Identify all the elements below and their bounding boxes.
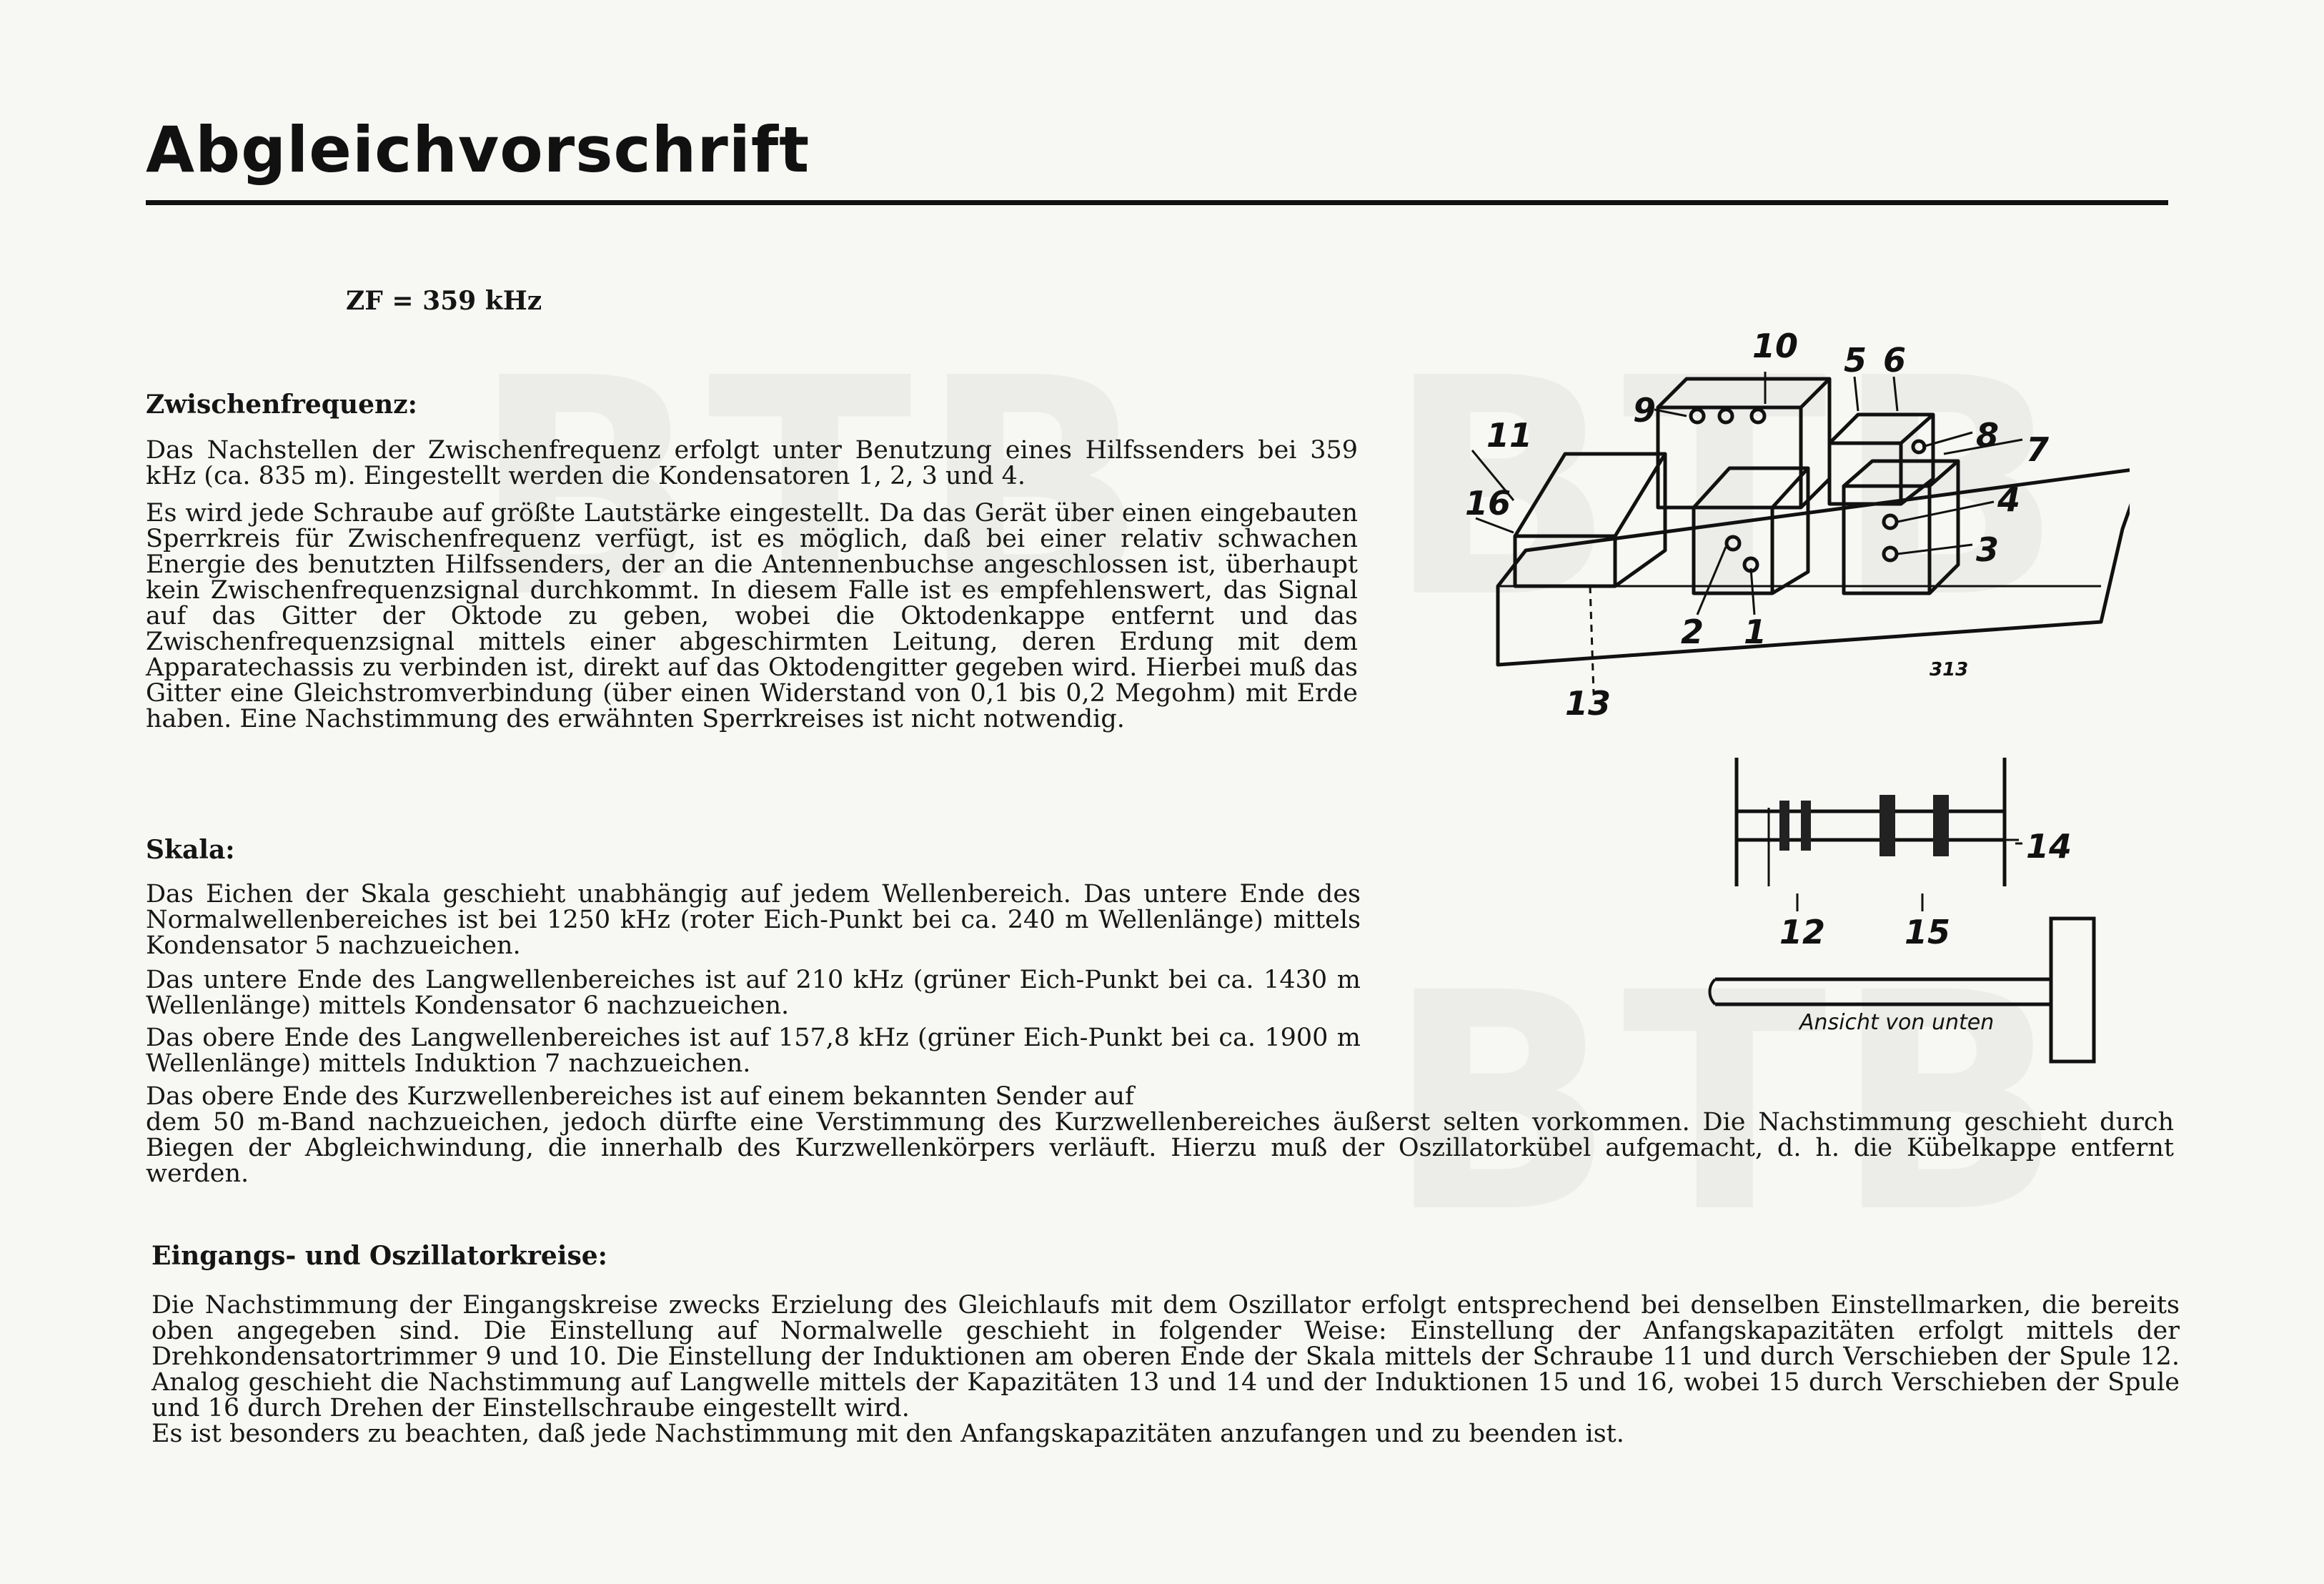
- eingang-paragraph-2: Es ist besonders zu beachten, daß jede Nachstimmung mit den Anfangskapazitäten anzufangen und zu beenden ist.: [152, 1420, 1624, 1448]
- shaft-axis: [1737, 811, 2005, 840]
- coil-12b: [1801, 801, 1811, 851]
- trimmer-box-9-10: [1658, 379, 1829, 508]
- label-13: 13: [1565, 684, 1612, 723]
- label-10: 10: [1752, 327, 1799, 365]
- page-title: Abgleichvorschrift: [146, 113, 810, 187]
- label-2: 2: [1681, 613, 1704, 651]
- label-8: 8: [1976, 416, 2000, 455]
- zf-value: ZF = 359 kHz: [346, 286, 542, 316]
- label-5: 5: [1844, 341, 1867, 380]
- coil-box-11: [1515, 454, 1665, 586]
- skala-paragraph-4a: Das obere Ende des Kurzwellenbereiches ist auf einem bekannten Sender auf: [146, 1082, 1135, 1111]
- chassis-base: [1498, 468, 2130, 665]
- knob-shaft: [1715, 979, 2051, 1004]
- eingang-paragraph-1: Die Nachstimmung der Eingangskreise zwecks Erzielung des Gleichlaufs mit dem Oszillator erfolgt entsprechend bei denselben Einstellmarken, die bereits oben angegeben sind. Die Einstellung auf Normalwelle geschieht in folgender Weise: Einstellung der Anfangskapazitäten erfolgt mittels der Drehkondensatortrimmer 9 und 10. Die Einstellung der Induktionen am oberen Ende der Skala mittels der Schraube 11 und durch Verschieben der Spule 12. Analog geschieht die Nachstimmung auf Langwelle mittels der Kapazitäten 13 und 14 und der Induktionen 15 und 16, wobei 15 durch Verschieben der Spule und 16 durch Drehen der Einstellschraube eingestellt wird.: [152, 1291, 2180, 1422]
- heading-zwischenfrequenz: Zwischenfrequenz:: [146, 390, 417, 420]
- shaft-diagram: [1708, 743, 2137, 1072]
- label-3: 3: [1976, 530, 2000, 569]
- skala-paragraph-3: Das obere Ende des Langwellenbereiches ist auf 157,8 kHz (grüner Eich-Punkt bei ca. 1900 m Wellenlänge) mittels Induktion 7 nachzueichen.: [146, 1024, 1361, 1078]
- title-rule: [146, 200, 2168, 205]
- coil-15b: [1933, 795, 1949, 856]
- coil-12a: [1779, 801, 1789, 851]
- label-12: 12: [1779, 913, 1826, 951]
- figure-number: 313: [1930, 659, 1969, 680]
- label-6: 6: [1883, 341, 1907, 380]
- diagram-caption: Ansicht von unten: [1799, 1010, 1995, 1035]
- zf-paragraph-1: Das Nachstellen der Zwischenfrequenz erfolgt unter Benutzung eines Hilfssenders bei 359 kHz (ca. 835 m). Eingestellt werden die Kondensatoren 1, 2, 3 und 4.: [146, 436, 1358, 490]
- heading-eingangskreise: Eingangs- und Oszillatorkreise:: [152, 1241, 607, 1271]
- label-16: 16: [1465, 484, 1511, 523]
- knob-body: [2051, 919, 2094, 1061]
- zf-paragraph-2: Es wird jede Schraube auf größte Lautstärke eingestellt. Da das Gerät über einen eingebauten Sperrkreis für Zwischenfrequenz verfügt, ist es möglich, daß bei einer relativ schwachen Energie des benutzten Hilfssenders, der an die Antennenbuchse angeschlossen ist, überhaupt kein Zwischenfrequenzsignal durchkommt. In diesem Falle ist es empfehlenswert, das Signal auf das Gitter der Oktode zu geben, wobei die Oktodenkappe entfernt und das Zwischenfrequenzsignal mittels einer abgeschirmten Leitung, deren Erdung mit dem Apparatechassis zu verbinden ist, direkt auf das Oktodengitter gegeben wird. Hierbei muß das Gitter eine Gleichstromverbindung (über einen Widerstand von 0,1 bis 0,2 Megohm) mit Erde haben. Eine Nachstimmung des erwähnten Sperrkreises ist nicht notwendig.: [146, 499, 1358, 733]
- label-7: 7: [2026, 430, 2050, 469]
- skala-paragraph-1: Das Eichen der Skala geschieht unabhängig auf jedem Wellenbereich. Das untere Ende des Normalwellenbereiches ist bei 1250 kHz (roter Eich-Punkt bei ca. 240 m Wellenlänge) mittels Kondensator 5 nachzueichen.: [146, 880, 1361, 960]
- coil-15a: [1879, 795, 1895, 856]
- label-9: 9: [1633, 391, 1657, 430]
- label-14: 14: [2026, 827, 2072, 866]
- chassis-diagram: [1458, 315, 2130, 729]
- label-15: 15: [1905, 913, 1951, 951]
- skala-paragraph-2: Das untere Ende des Langwellenbereiches ist auf 210 kHz (grüner Eich-Punkt bei ca. 1430 m Wellenlänge) mittels Kondensator 6 nachzueichen.: [146, 966, 1361, 1020]
- heading-skala: Skala:: [146, 835, 235, 865]
- label-11: 11: [1486, 416, 1533, 455]
- label-4: 4: [1997, 480, 2021, 519]
- skala-paragraph-4b: dem 50 m-Band nachzueichen, jedoch dürfte eine Verstimmung des Kurzwellenbereiches äußerst selten vorkommen. Die Nachstimmung geschieht durch Biegen der Abgleichwindung, die innerhalb des Kurzwellenkörpers verläuft. Hierzu muß der Oszillatorkübel aufgemacht, d. h. die Kübelkappe entfernt werden.: [146, 1108, 2174, 1188]
- label-1: 1: [1744, 613, 1767, 651]
